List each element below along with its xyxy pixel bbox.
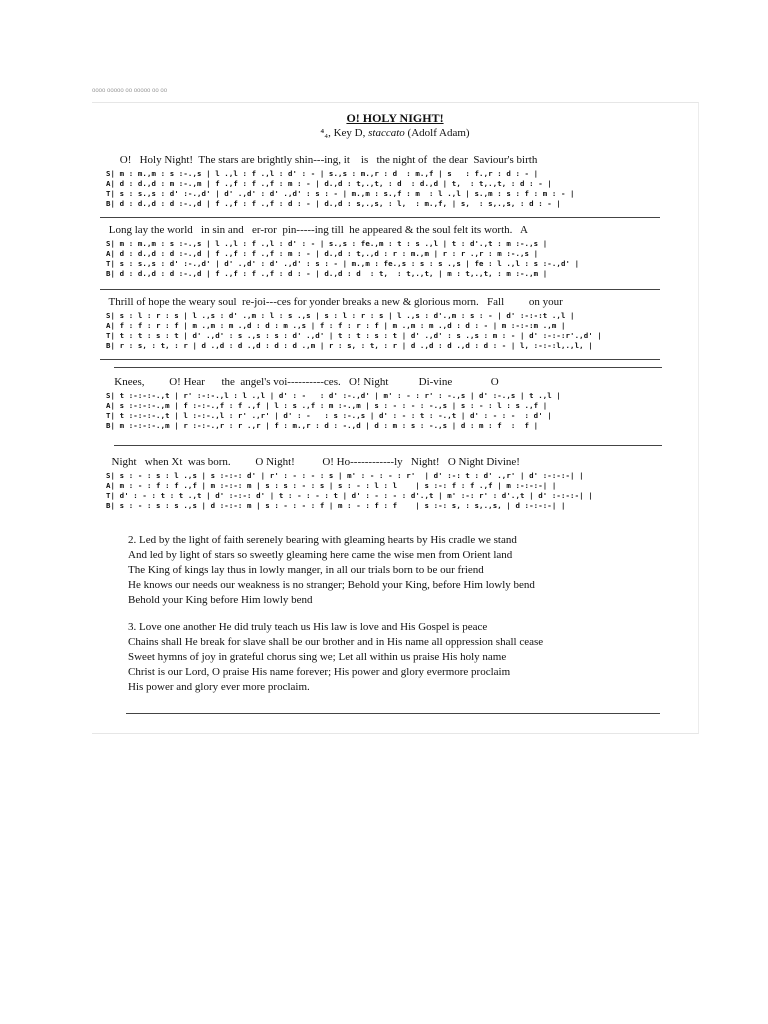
tenor-line: T| s : s.,s : d' :-.,d' | d' .,d' : d' .,d' : s : - | m.,m : s.,f : m : l .,l | s.,m : s : f : m : - | xyxy=(106,189,575,198)
tenor-line: T| s : s.,s : d' :-.,d' | d' .,d' : d' .,d' : s : - | m.,m : fe.,s : s : s .,s | fe : l .,l : s :-.,d' | xyxy=(106,259,580,268)
verse-line: 2. Led by the light of faith serenely bearing with gleaming hearts by His cradle we stand xyxy=(128,534,517,546)
page-header-text: oooo ooooo oo ooooo oo oo xyxy=(92,88,168,94)
bass-line: B| d : d.,d : d :-.,d | f .,f : f .,f : d : - | d.,d : d : t, : t,.,t, | m : t,.,t, : m :-.,m | xyxy=(106,269,548,278)
verse-line: He knows our needs our weakness is no stranger; Behold your King, before Him lowly bend xyxy=(128,579,535,591)
lyric-line: Night when Xt was born. O Night! O! Ho------------ly Night! O Night Divine! xyxy=(106,456,520,468)
system-divider xyxy=(100,359,660,360)
system-divider xyxy=(100,217,660,218)
parts-group xyxy=(106,239,656,279)
lyric-line: Long lay the world in sin and er-ror pin-----ing till he appeared & the soul felt its worth. A xyxy=(106,224,528,236)
section-divider xyxy=(126,713,660,714)
style-marking: staccato xyxy=(368,127,405,139)
verse-line: Chains shall He break for slave shall be our brother and in His name all oppression shall cease xyxy=(128,636,544,648)
parts-group xyxy=(106,169,656,209)
parts-group xyxy=(106,471,656,511)
alto-line: A| s :-:-:-.,m | f :-:-.,f : f .,f | l : s .,f : m :-.,m | s : - : - : -.,s | s : - : l : s .,f | xyxy=(106,401,548,410)
tenor-line: T| d' : - : t : t .,t | d' :-:-: d' | t : - : - : t | d' : - : - : d'.,t | m' :-: r' : d'.,t | d' :-:-:-| | xyxy=(106,491,593,500)
soprano-line: S| s : - : s : l .,s | s :-:-: d' | r' : - : - : s | m' : - : - : r' | d' :-: t : d' .,r' | d' :-:-:-| | xyxy=(106,471,584,480)
system-divider xyxy=(114,367,662,368)
music-system xyxy=(106,375,656,431)
system-divider xyxy=(100,289,660,290)
alto-line: A| d : d.,d : d :-.,d | f .,f : f .,f : m : - | d.,d : t,.,d : r : m.,m | r : r .,r : m :-.,s | xyxy=(106,249,539,258)
alto-line: A| m : - : f : f .,f | m :-:-: m | s : s : - : s | s : - : l : l | s :-: f : f .,f | m :-:-:-| | xyxy=(106,481,557,490)
alto-line: A| d : d.,d : m :-.,m | f .,f : f .,f : m : - | d.,d : t,.,t, : d : d.,d | t, : t,.,t, : d : - | xyxy=(106,179,552,188)
soprano-line: S| m : m.,m : s :-.,s | l .,l : f .,l : d' : - | s.,s : fe.,m : t : s .,l | t : d'.,t : m :-.,s | xyxy=(106,239,548,248)
verse-line: His power and glory ever more proclaim. xyxy=(128,681,310,693)
alto-line: A| f : f : r : f | m .,m : m .,d : d : m .,s | f : f : r : f | m .,m : m .,d : d : - | m :-:-:m .,m | xyxy=(106,321,566,330)
bass-line: B| s : - : s : s .,s | d :-:-: m | s : - : - : f | m : - : f : f | s :-: s, : s,.,s, | d :-:-:-| | xyxy=(106,501,566,510)
bass-line: B| m :-:-:-.,m | r :-:-.,r : r .,r | f : m.,r : d : -.,d | d : m : s : -.,s | d : m : f : f | xyxy=(106,421,539,430)
hymn-sheet xyxy=(92,102,699,734)
verses-section xyxy=(128,533,668,695)
music-system xyxy=(106,223,656,279)
meter-key: ⁴₄, Key D, xyxy=(320,127,366,139)
parts-group xyxy=(106,391,656,431)
music-system xyxy=(106,295,656,351)
tenor-line: T| t : t : s : t | d' .,d' : s .,s : s : d' .,d' | t : t : s : t | d' .,d' : s .,s : m : - | d' :-:-:r'.,d' | xyxy=(106,331,602,340)
parts-group xyxy=(106,311,656,351)
soprano-line: S| s : l : r : s | l .,s : d' .,m : l : s .,s | s : l : r : s | l .,s : d'.,m : s : - | d' :-:-:t .,l | xyxy=(106,311,575,320)
lyric-line: O! Holy Night! The stars are brightly shin---ing, it is the night of the dear Saviour's birth xyxy=(106,154,538,166)
music-system xyxy=(106,455,656,511)
verse-line: And led by light of stars so sweetly gleaming here came the wise men from Orient land xyxy=(128,549,513,561)
lyric-line: Knees, O! Hear the angel's voi----------ces. O! Night Di-vine O xyxy=(106,376,499,388)
verse-line: Behold your King before Him lowly bend xyxy=(128,594,313,606)
bass-line: B| r : s, : t, : r | d .,d : d .,d : d : d .,m | r : s, : t, : r | d .,d : d .,d : d : - | l, :-:-:l,.,l, | xyxy=(106,341,593,350)
verse-line: The King of kings lay thus in lowly manger, in all our trials born to be our friend xyxy=(128,564,484,576)
bass-line: B| d : d.,d : d :-.,d | f .,f : f .,f : d : - | d.,d : s,.,s, : l, : m.,f, | s, : s,.,s, : d : - | xyxy=(106,199,561,208)
verse-line: Sweet hymns of joy in grateful chorus sing we; Let all within us praise His holy name xyxy=(128,651,507,663)
song-subtitle xyxy=(92,127,698,139)
system-divider xyxy=(114,445,662,446)
soprano-line: S| t :-:-:-.,t | r' :-:-.,l : l .,l | d' : - : d' :-.,d' | m' : - : r' : -.,s | d' :-.,s | t .,l | xyxy=(106,391,561,400)
verse-line: Christ is our Lord, O praise His name forever; His power and glory evermore proclaim xyxy=(128,666,511,678)
song-title: O! HOLY NIGHT! xyxy=(346,111,444,125)
composer: (Adolf Adam) xyxy=(407,127,470,139)
verse-line: 3. Love one another He did truly teach us His law is love and His Gospel is peace xyxy=(128,621,488,633)
tenor-line: T| t :-:-:-.,t | l :-:-.,l : r' .,r' | d' : - : s :-.,s | d' : - : t : -.,t | d' : - : - : d' | xyxy=(106,411,552,420)
lyric-line: Thrill of hope the weary soul re-joi---ces for yonder breaks a new & glorious morn. Fall on your xyxy=(106,296,563,308)
verse-gap xyxy=(128,608,668,620)
soprano-line: S| m : m.,m : s :-.,s | l .,l : f .,l : d' : - | s.,s : m.,r : d : m.,f | s : f.,r : d : - | xyxy=(106,169,539,178)
music-system xyxy=(106,153,656,209)
